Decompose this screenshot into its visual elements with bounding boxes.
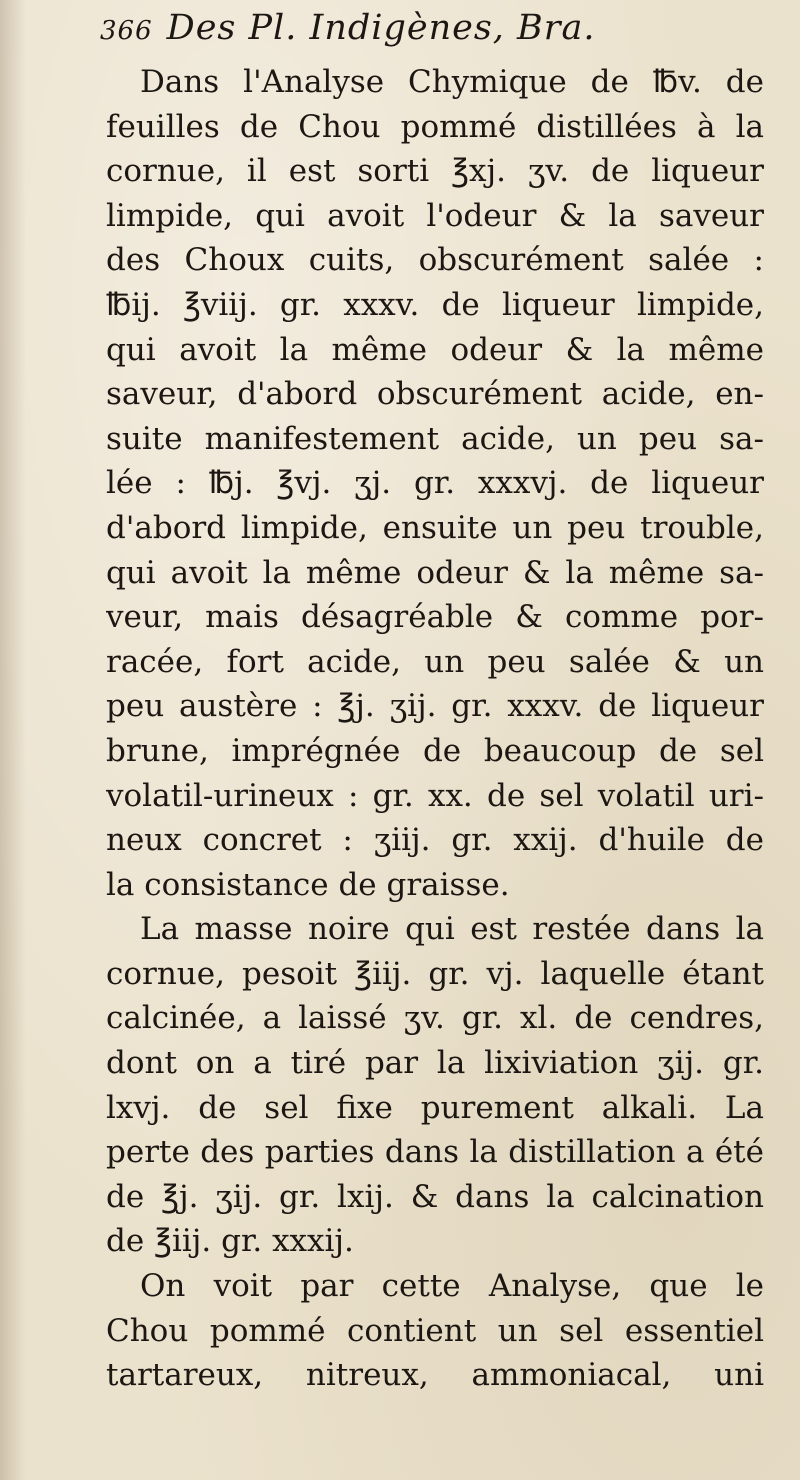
- text-line: cornue, pesoit ℥iij. gr. vj. laquelle étant: [106, 955, 764, 992]
- text-line: On voit par cette Analyse, que le: [140, 1268, 764, 1305]
- text-line: volatil-urineux : gr. xx. de sel volatil uri-: [106, 777, 764, 814]
- text-line: racée, fort acide, un peu salée & un: [106, 643, 764, 680]
- text-line: de ℥iij. gr. xxxij.: [106, 1223, 354, 1260]
- text-line: limpide, qui avoit l'odeur & la saveur: [106, 197, 764, 234]
- text-line: peu austère : ℥j. ʒij. gr. xxxv. de liqueur: [106, 688, 764, 725]
- text-line: des Choux cuits, obscurément salée :: [106, 242, 764, 279]
- running-head: Des Pl. Indigènes, Bra.: [166, 8, 596, 48]
- text-line: de ℥j. ʒij. gr. lxij. & dans la calcination: [106, 1178, 764, 1215]
- text-line: feuilles de Chou pommé distillées à la: [106, 108, 764, 145]
- text-line: lée : ℔j. ℥vj. ʒj. gr. xxxvj. de liqueur: [106, 465, 764, 502]
- text-line: saveur, d'abord obscurément acide, en-: [106, 376, 764, 413]
- text-line: brune, imprégnée de beaucoup de sel: [106, 732, 764, 769]
- text-line: d'abord limpide, ensuite un peu trouble,: [106, 509, 764, 546]
- text-line: cornue, il est sorti ℥xj. ʒv. de liqueur: [106, 153, 764, 190]
- page-gutter-shadow: [0, 0, 26, 1480]
- text-line: lxvj. de sel fixe purement alkali. La: [106, 1089, 764, 1126]
- text-line: la consistance de graisse.: [106, 866, 510, 903]
- text-line: qui avoit la même odeur & la même: [106, 331, 764, 368]
- text-line: La masse noire qui est restée dans la: [140, 911, 764, 948]
- text-line: neux concret : ʒiij. gr. xxij. d'huile de: [106, 822, 764, 859]
- text-line: calcinée, a laissé ʒv. gr. xl. de cendres,: [106, 1000, 764, 1037]
- text-line: Dans l'Analyse Chymique de ℔v. de: [140, 64, 764, 100]
- text-line: perte des parties dans la distillation a été: [106, 1134, 764, 1171]
- text-line: veur, mais désagréable & comme por-: [106, 599, 764, 636]
- body-text: [106, 60, 764, 1398]
- text-line: ℔ij. ℥viij. gr. xxxv. de liqueur limpide,: [106, 286, 764, 323]
- text-line: qui avoit la même odeur & la même sa-: [106, 554, 764, 591]
- page-header: [100, 8, 764, 60]
- text-line: suite manifestement acide, un peu sa-: [106, 420, 764, 457]
- text-line: Chou pommé contient un sel essentiel: [106, 1312, 764, 1349]
- text-line: tartareux, nitreux, ammoniacal, uni: [106, 1357, 764, 1394]
- text-line: dont on a tiré par la lixiviation ʒij. gr.: [106, 1045, 764, 1082]
- page-number: 366: [100, 16, 153, 46]
